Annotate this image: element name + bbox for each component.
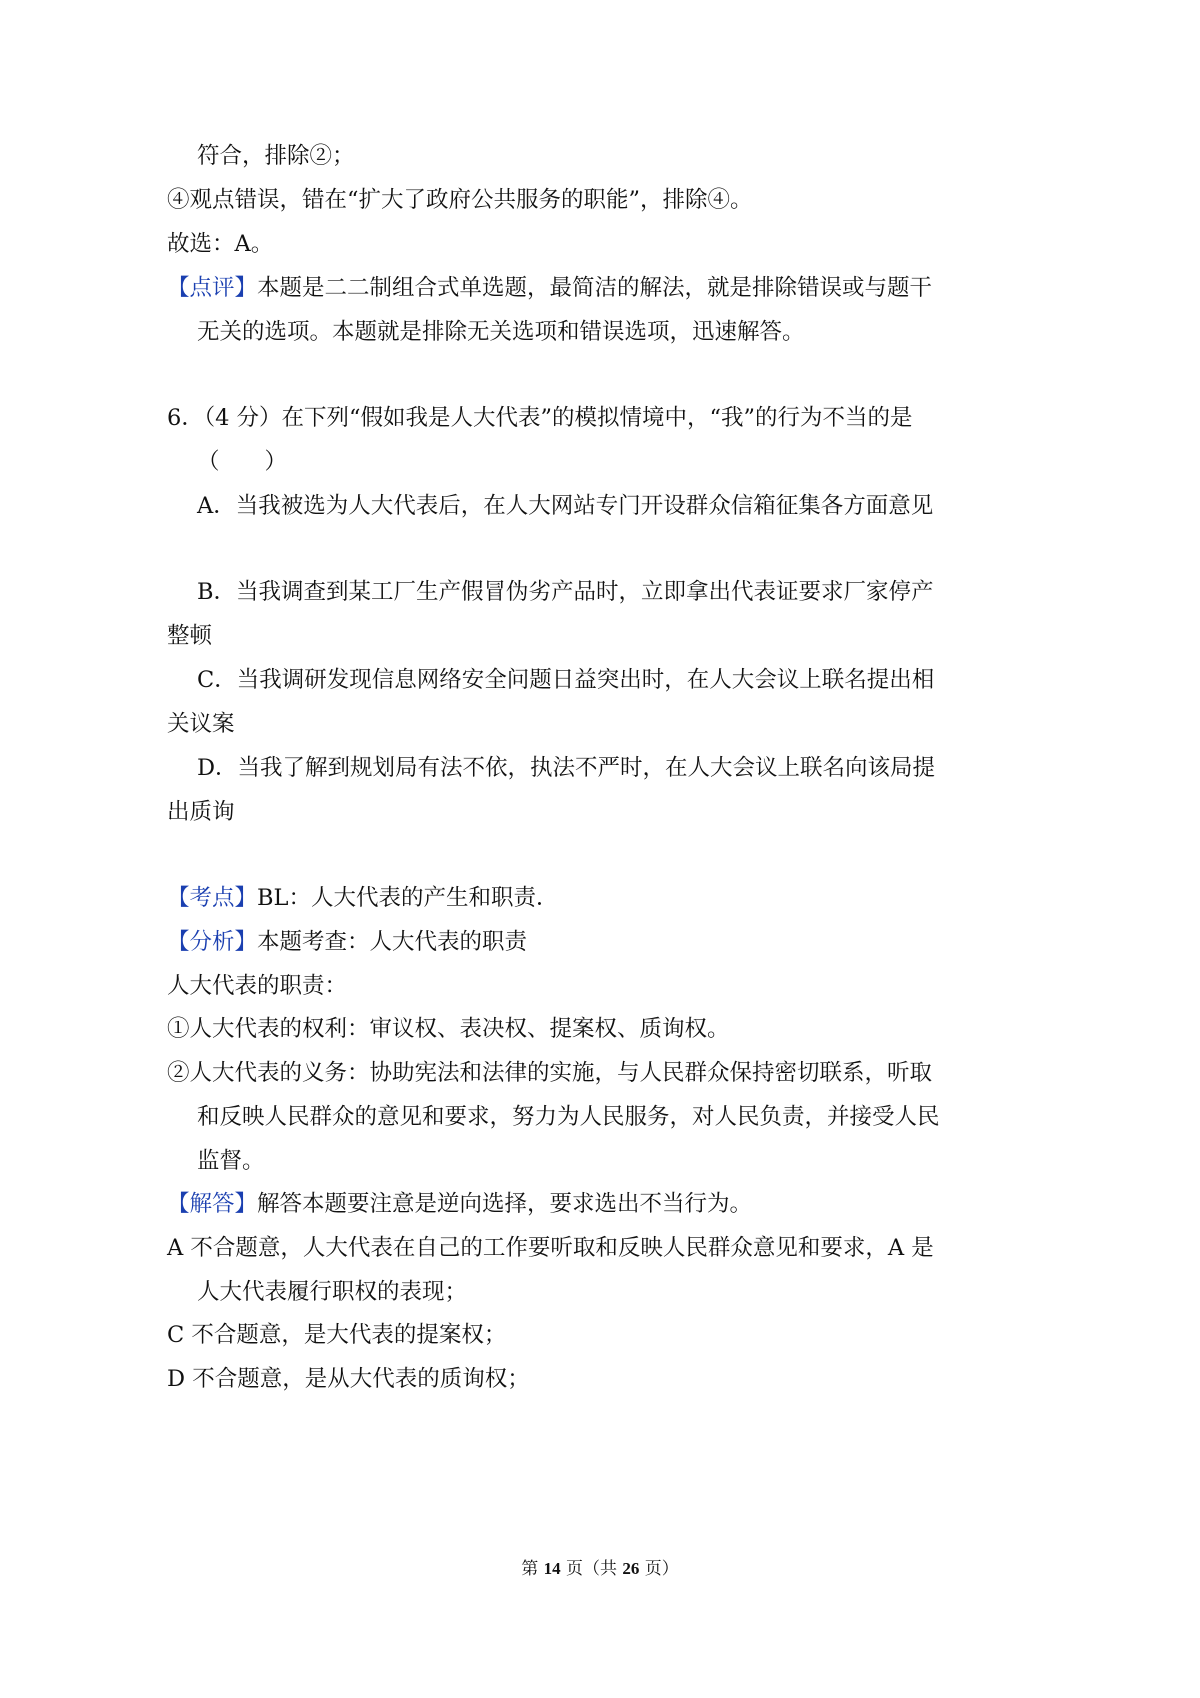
duties-line-3: 监督。 — [197, 1148, 265, 1174]
duty-title: 人大代表的职责： — [167, 973, 348, 999]
option-a: A．当我被选为人大代表后，在人大网站专门开设群众信箱征集各方面意见 — [197, 493, 934, 519]
footer-prefix: 第 — [521, 1559, 544, 1579]
kaodian-tag: 【考点】 — [167, 885, 258, 911]
answer-c-line: C 不合题意，是大代表的提案权； — [167, 1322, 507, 1348]
comment-line-1 — [167, 273, 932, 303]
jieda-line — [167, 1189, 752, 1219]
option-b-line-2: 整顿 — [167, 623, 213, 649]
answer-a-line-1: A 不合题意，人大代表在自己的工作要听取和反映人民群众意见和要求，A 是 — [167, 1235, 934, 1261]
comment-tag: 【点评】 — [167, 275, 258, 301]
answer-d-line: D 不合题意，是从大代表的质询权； — [167, 1366, 530, 1392]
fenxi-text: 本题考查：人大代表的职责 — [257, 929, 528, 955]
footer-middle: 页（共 — [560, 1559, 623, 1579]
fenxi-tag: 【分析】 — [167, 929, 258, 955]
footer-total-pages: 26 — [622, 1559, 640, 1578]
question-stem-line-1: 6．（4 分）在下列“假如我是人大代表”的模拟情境中，“我”的行为不当的是 — [167, 405, 913, 431]
prev-answer-line-2: ④观点错误，错在“扩大了政府公共服务的职能”，排除④。 — [167, 187, 753, 213]
jieda-text: 解答本题要注意是逆向选择，要求选出不当行为。 — [257, 1191, 753, 1217]
duties-line-2: 和反映人民群众的意见和要求，努力为人民服务，对人民负责，并接受人民 — [197, 1104, 940, 1130]
option-d-line-2: 出质询 — [167, 799, 235, 825]
rights-line: ①人大代表的权利：审议权、表决权、提案权、质询权。 — [167, 1016, 730, 1042]
footer-page-number: 14 — [543, 1559, 561, 1578]
prev-answer-line-1: 符合，排除②； — [197, 143, 355, 169]
fenxi-line — [167, 927, 527, 957]
option-d-line-1: D．当我了解到规划局有法不依，执法不严时，在人大会议上联名向该局提 — [197, 755, 936, 781]
answer-a-line-2: 人大代表履行职权的表现； — [197, 1279, 468, 1305]
kaodian-text: BL：人大代表的产生和职责． — [257, 885, 559, 911]
question-stem-line-2: （ ） — [197, 449, 288, 475]
option-c-line-1: C．当我调研发现信息网络安全问题日益突出时，在人大会议上联名提出相 — [197, 667, 935, 693]
duties-line-1: ②人大代表的义务：协助宪法和法律的实施，与人民群众保持密切联系，听取 — [167, 1060, 933, 1086]
kaodian-line — [167, 883, 559, 913]
page-footer — [0, 1557, 1200, 1581]
footer-suffix: 页） — [639, 1559, 679, 1579]
option-b-line-1: B．当我调查到某工厂生产假冒伪劣产品时，立即拿出代表证要求厂家停产 — [197, 579, 934, 605]
prev-answer-line-3: 故选：A。 — [167, 231, 274, 257]
option-c-line-2: 关议案 — [167, 711, 235, 737]
comment-text: 本题是二二制组合式单选题，最简洁的解法，就是排除错误或与题干 — [257, 275, 933, 301]
comment-line-2: 无关的选项。本题就是排除无关选项和错误选项，迅速解答。 — [197, 319, 805, 345]
jieda-tag: 【解答】 — [167, 1191, 258, 1217]
